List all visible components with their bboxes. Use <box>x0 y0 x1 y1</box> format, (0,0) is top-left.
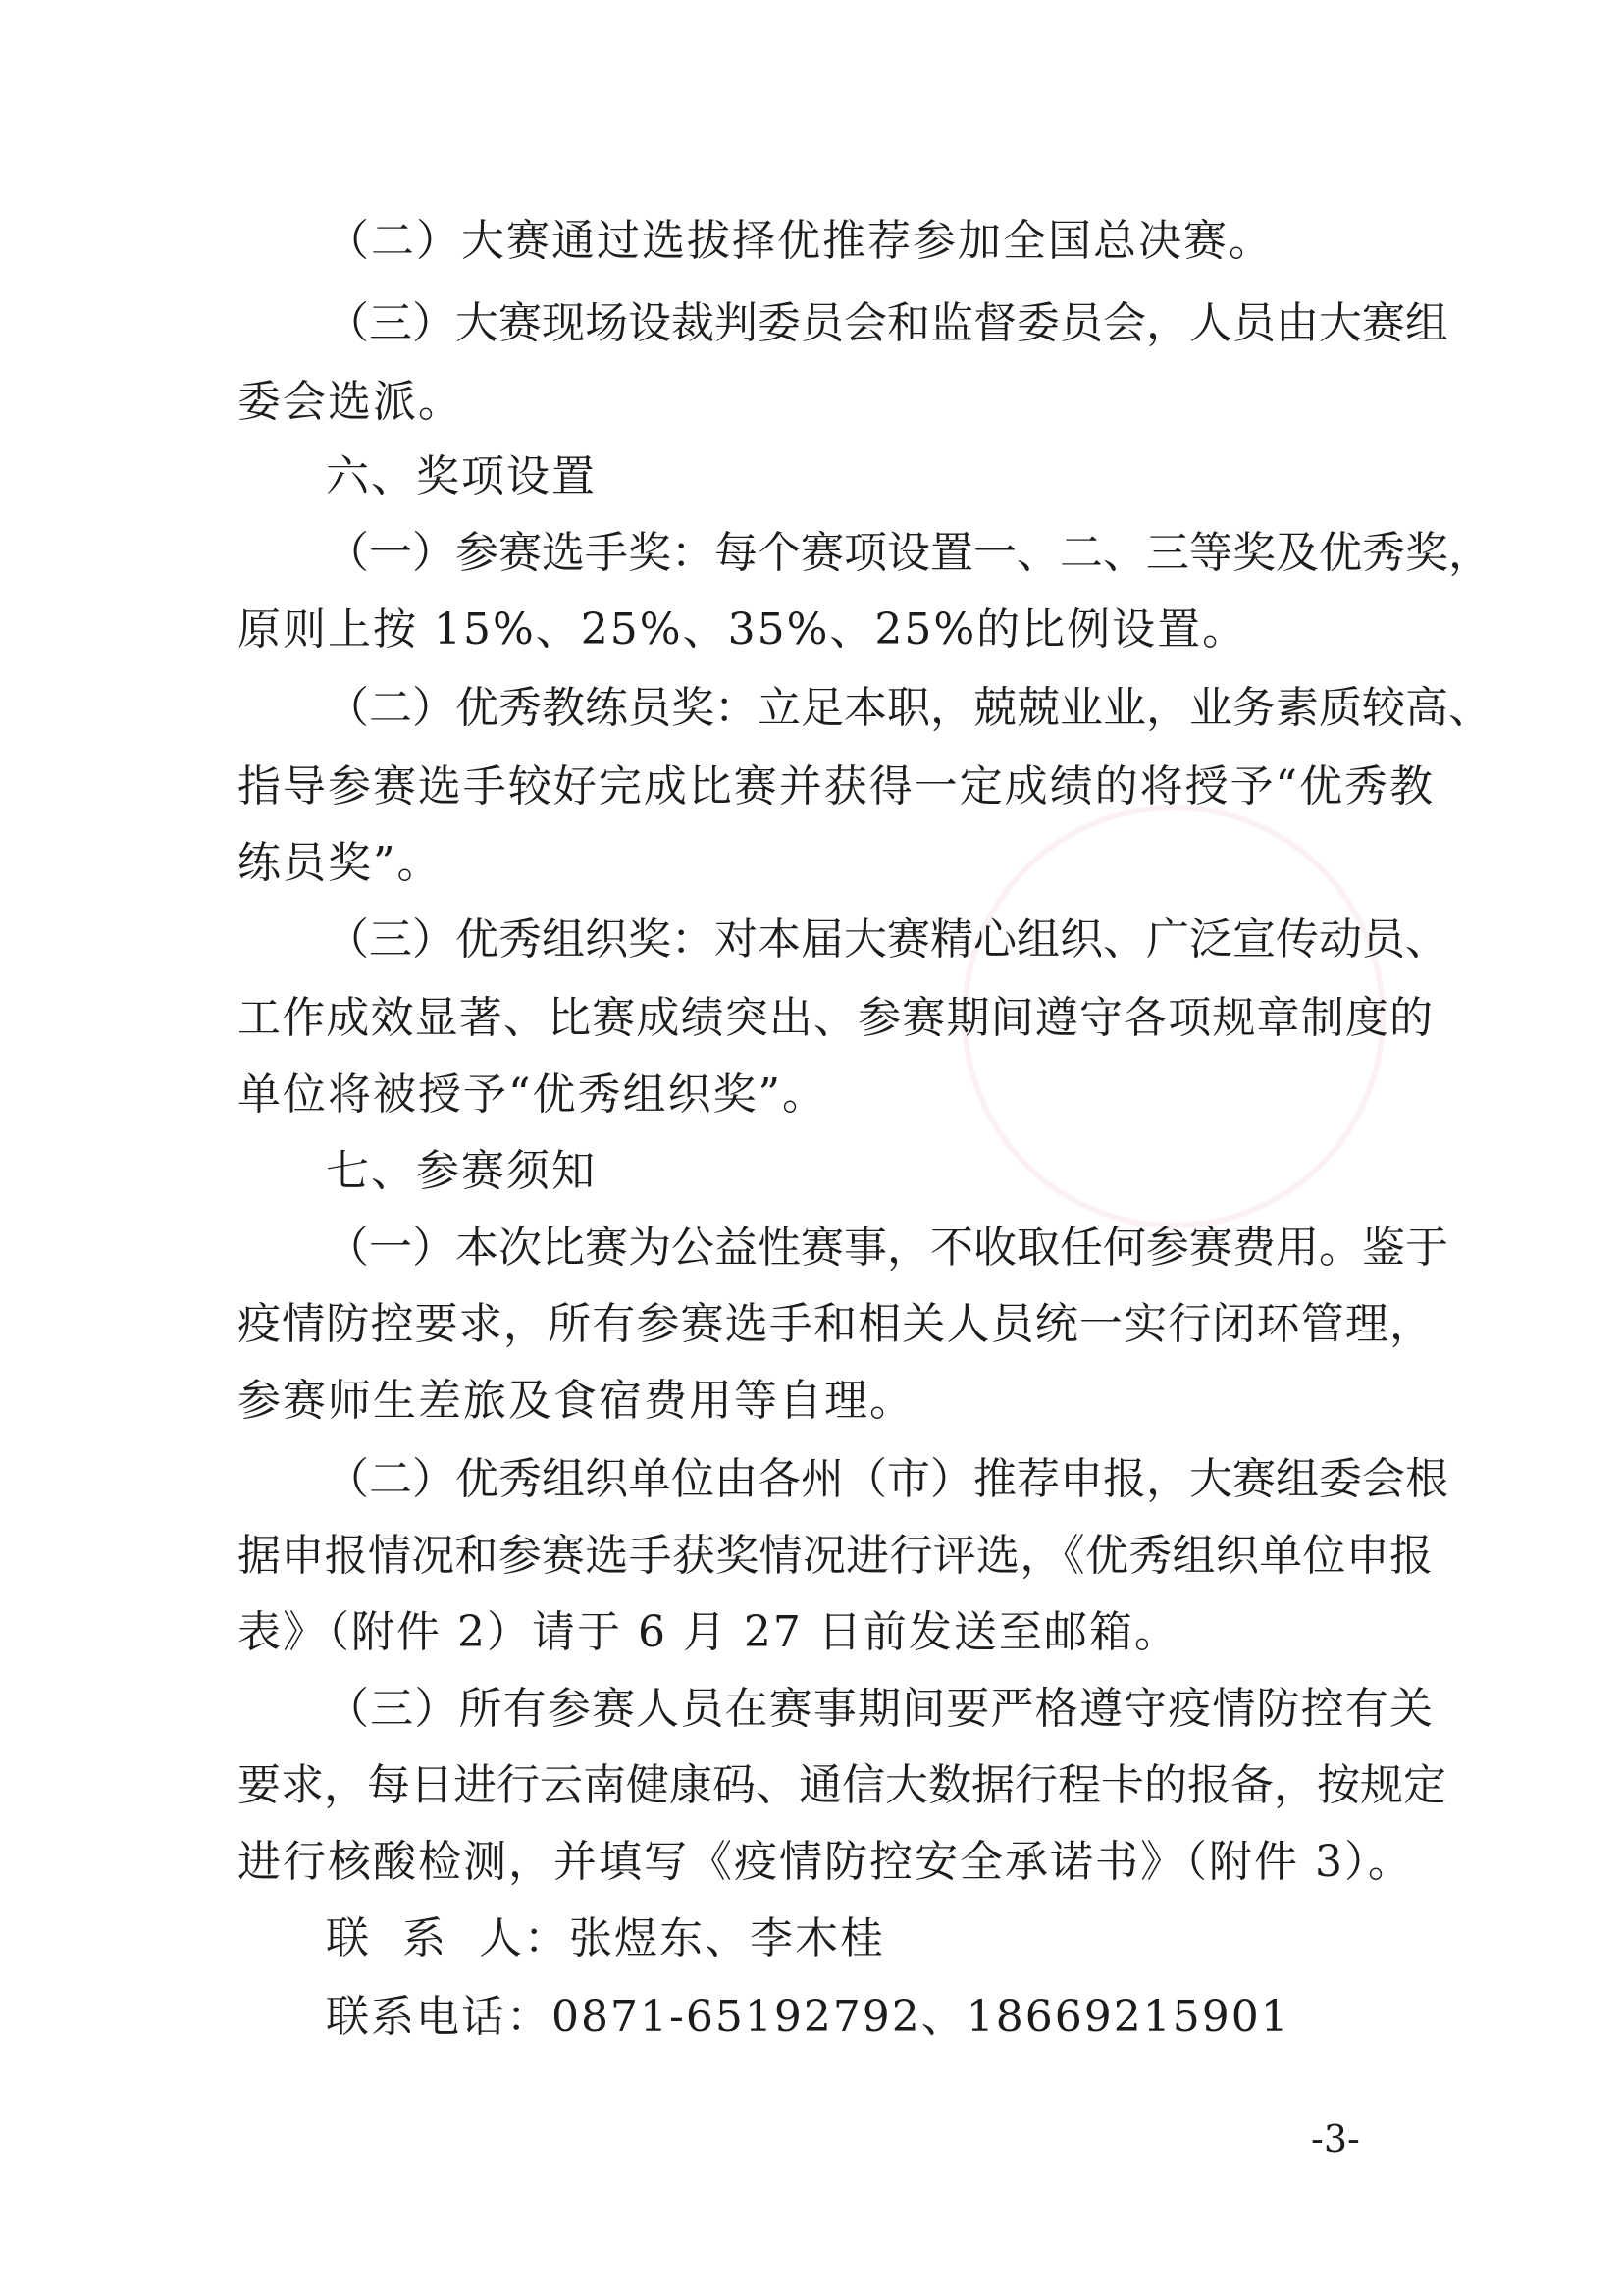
contact-person: 联 系 人：张煜东、李木桂 <box>326 1913 885 1963</box>
section-heading-notice: 七、参赛须知 <box>326 1146 597 1196</box>
contact-phone: 联系电话：0871-65192792、18669215901 <box>326 1992 1290 2042</box>
text-line-12: 单位将被授予“优秀组织奖”。 <box>237 1070 827 1120</box>
text-line-7: （二）优秀教练员奖：立足本职，兢兢业业，业务素质较高、 <box>326 683 1492 733</box>
text-line-8: 指导参赛选手较好完成比赛并获得一定成绩的将授予“优秀教 <box>237 761 1433 811</box>
text-line-17: （二）优秀组织单位由各州（市）推荐申报，大赛组委会根 <box>326 1454 1448 1504</box>
text-line-11: 工作成效显著、比赛成绩突出、参赛期间遵守各项规章制度的 <box>237 993 1433 1043</box>
section-heading-awards: 六、奖项设置 <box>326 451 597 501</box>
text-line-22: 进行核酸检测，并填写《疫情防控安全承诺书》（附件 3）。 <box>237 1837 1413 1887</box>
text-line-14: （一）本次比赛为公益性赛事，不收取任何参赛费用。鉴于 <box>326 1223 1448 1273</box>
text-line-6: 原则上按 15%、25%、35%、25%的比例设置。 <box>237 604 1248 654</box>
text-line-15: 疫情防控要求，所有参赛选手和相关人员统一实行闭环管理， <box>237 1299 1433 1349</box>
text-line-21: 要求，每日进行云南健康码、通信大数据行程卡的报备，按规定 <box>237 1760 1446 1810</box>
text-line-2: （三）大赛现场设裁判委员会和监督委员会，人员由大赛组 <box>326 298 1448 348</box>
text-line-9: 练员奖”。 <box>237 838 443 888</box>
text-line-10: （三）优秀组织奖：对本届大赛精心组织、广泛宣传动员、 <box>326 914 1448 965</box>
text-line-19: 表》（附件 2）请于 6 月 27 日前发送至邮箱。 <box>237 1607 1179 1657</box>
text-line-3: 委会选派。 <box>237 377 463 427</box>
text-line-18: 据申报情况和参赛选手获奖情况进行评选，《优秀组织单位申报 <box>237 1531 1433 1581</box>
text-line-20: （三）所有参赛人员在赛事期间要严格遵守疫情防控有关 <box>326 1684 1433 1734</box>
text-line-5: （一）参赛选手奖：每个赛项设置一、二、三等奖及优秀奖， <box>326 528 1492 578</box>
text-line-16: 参赛师生差旅及食宿费用等自理。 <box>237 1376 915 1426</box>
text-line-1: （二）大赛通过选拔择优推荐参加全国总决赛。 <box>326 216 1274 266</box>
page-number: -3- <box>1311 2117 1360 2161</box>
